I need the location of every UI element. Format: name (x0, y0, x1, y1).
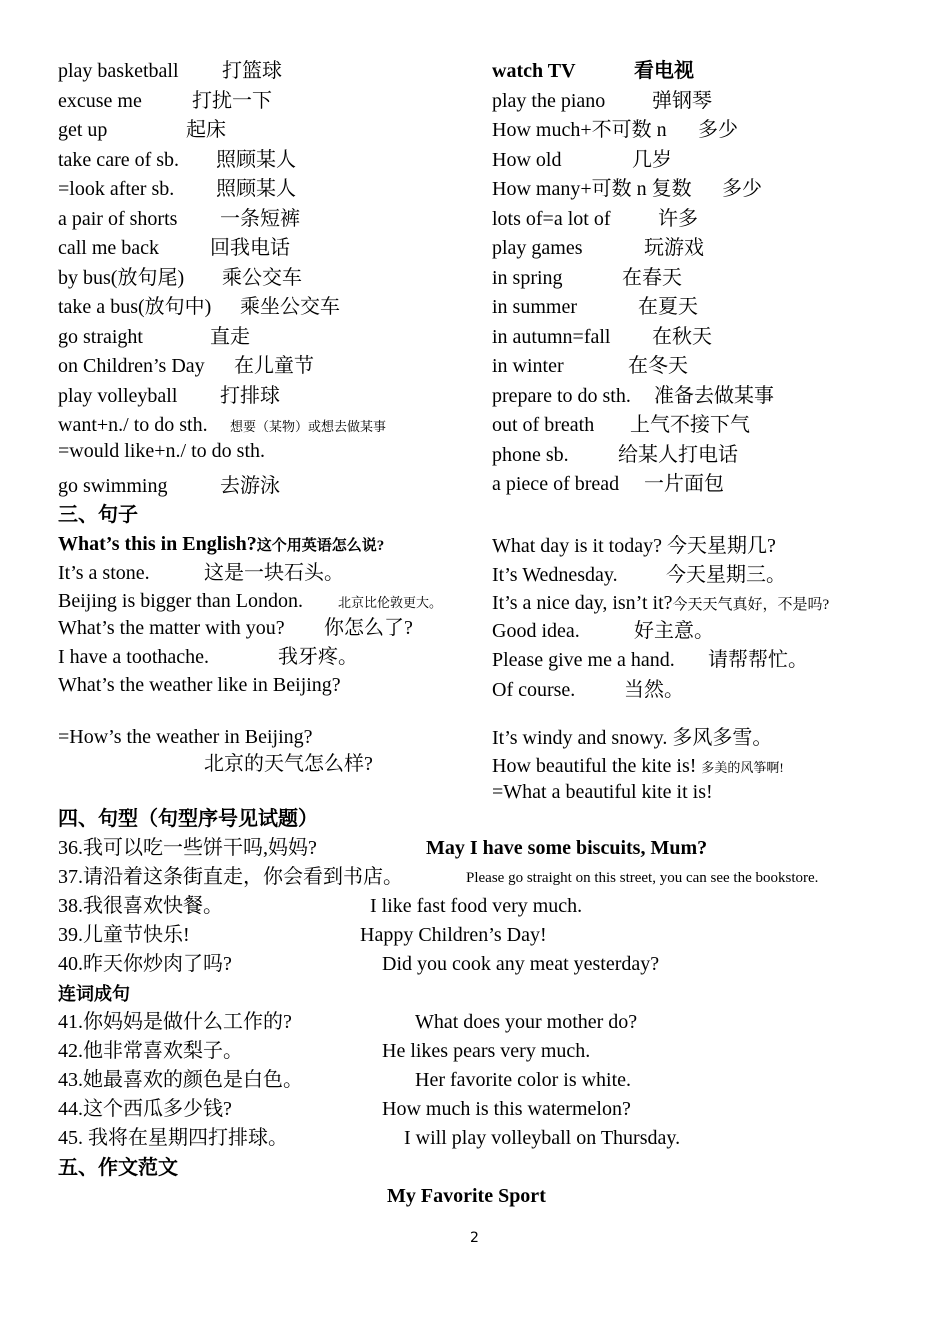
vocab-item: play the piano 弹钢琴 (492, 90, 712, 112)
vocab-item: phone sb. 给某人打电话 (492, 444, 738, 466)
vocab-item: out of breath 上气不接下气 (492, 414, 750, 436)
vocab-item: How many+可数 n 复数 多少 (492, 178, 762, 200)
vocab-item: How much+不可数 n 多少 (492, 119, 738, 141)
vocab-item: want+n./ to do sth. 想要（某物）或想去做某事 (58, 414, 387, 436)
vocab-item: a pair of shorts 一条短裤 (58, 208, 300, 230)
sentence-item: It’s windy and snowy. 多风多雪。 (492, 727, 773, 749)
vocab-item: in summer 在夏天 (492, 296, 698, 318)
vocab-item: in spring 在春天 (492, 267, 682, 289)
sentence-item: I have a toothache. 我牙疼。 (58, 646, 358, 668)
pattern-item: 44.这个西瓜多少钱? How much is this watermelon? (58, 1098, 631, 1120)
vocab-item: take care of sb. 照顾某人 (58, 149, 296, 171)
vocab-item: play basketball 打篮球 (58, 60, 282, 82)
sentence-item: It’s a nice day, isn’t it?今天天气真好，不是吗? (492, 592, 830, 614)
vocab-item: take a bus(放句中) 乘坐公交车 (58, 296, 340, 318)
pattern-item: 37.请沿着这条街直走，你会看到书店。 Please go straight on this street, you can see the bookstore. (58, 866, 819, 888)
pattern-item: 38.我很喜欢快餐。 I like fast food very much. (58, 895, 583, 917)
vocab-item: How old 几岁 (492, 149, 672, 171)
pattern-item: 39.儿童节快乐! Happy Children’s Day! (58, 924, 547, 946)
sentence-item: Please give me a hand. 请帮帮忙。 (492, 649, 808, 671)
vocab-item: by bus(放句尾) 乘公交车 (58, 267, 302, 289)
sentence-item: Of course. 当然。 (492, 679, 684, 701)
sentence-item: Beijing is bigger than London. 北京比伦敦更大。 (58, 590, 443, 612)
pattern-item: 45. 我将在星期四打排球。 I will play volleyball on Thursday. (58, 1127, 681, 1149)
vocab-item: get up 起床 (58, 119, 226, 141)
vocab-item: =would like+n./ to do sth. (58, 440, 266, 462)
vocab-item: prepare to do sth. 准备去做某事 (492, 385, 774, 407)
section-heading: 三、句子 (58, 504, 138, 526)
sentence-item: =What a beautiful kite it is! (492, 781, 713, 803)
sentence-item: =How’s the weather in Beijing? (58, 726, 313, 748)
sentence-item: What’s this in English?这个用英语怎么说? (58, 533, 385, 555)
sentence-item: It’s a stone. 这是一块石头。 (58, 562, 344, 584)
pattern-item: 41.你妈妈是做什么工作的? What does your mother do? (58, 1011, 638, 1033)
vocab-item: go swimming 去游泳 (58, 475, 280, 497)
vocab-item: =look after sb. 照顾某人 (58, 178, 296, 200)
pattern-item: 36.我可以吃一些饼干吗,妈妈? May I have some biscuits, Mum? (58, 837, 708, 859)
section-heading: 四、句型（句型序号见试题） (58, 808, 318, 830)
page-number: 2 (470, 1230, 479, 1246)
pattern-item: 40.昨天你炒肉了吗? Did you cook any meat yesterday? (58, 953, 660, 975)
vocab-item: go straight 直走 (58, 326, 250, 348)
vocab-item: on Children’s Day 在儿童节 (58, 355, 314, 377)
sentence-item: Good idea. 好主意。 (492, 620, 714, 642)
sentence-item: What’s the matter with you? 你怎么了? (58, 617, 413, 639)
vocab-item: watch TV 看电视 (492, 60, 694, 82)
pattern-item: 42.他非常喜欢梨子。 He likes pears very much. (58, 1040, 591, 1062)
sentence-item: It’s Wednesday. 今天星期三。 (492, 564, 786, 586)
vocab-item: excuse me 打扰一下 (58, 90, 272, 112)
vocab-item: in winter 在冬天 (492, 355, 688, 377)
sentence-item: How beautiful the kite is! 多美的风筝啊! (492, 755, 784, 777)
vocab-item: in autumn=fall 在秋天 (492, 326, 712, 348)
sentence-item: 北京的天气怎么样? (204, 753, 373, 775)
section-heading: 五、作文范文 (58, 1157, 178, 1179)
sentence-item: What’s the weather like in Beijing? (58, 674, 341, 696)
vocab-item: play volleyball 打排球 (58, 385, 280, 407)
vocab-item: play games 玩游戏 (492, 237, 704, 259)
vocab-item: lots of=a lot of 许多 (492, 208, 698, 230)
essay-title: My Favorite Sport (387, 1185, 546, 1207)
pattern-item: 43.她最喜欢的颜色是白色。 Her favorite color is white. (58, 1069, 632, 1091)
sub-heading: 连词成句 (58, 984, 130, 1004)
sentence-item: What day is it today? 今天星期几? (492, 535, 776, 557)
vocab-item: a piece of bread 一片面包 (492, 473, 724, 495)
vocab-item: call me back 回我电话 (58, 237, 290, 259)
